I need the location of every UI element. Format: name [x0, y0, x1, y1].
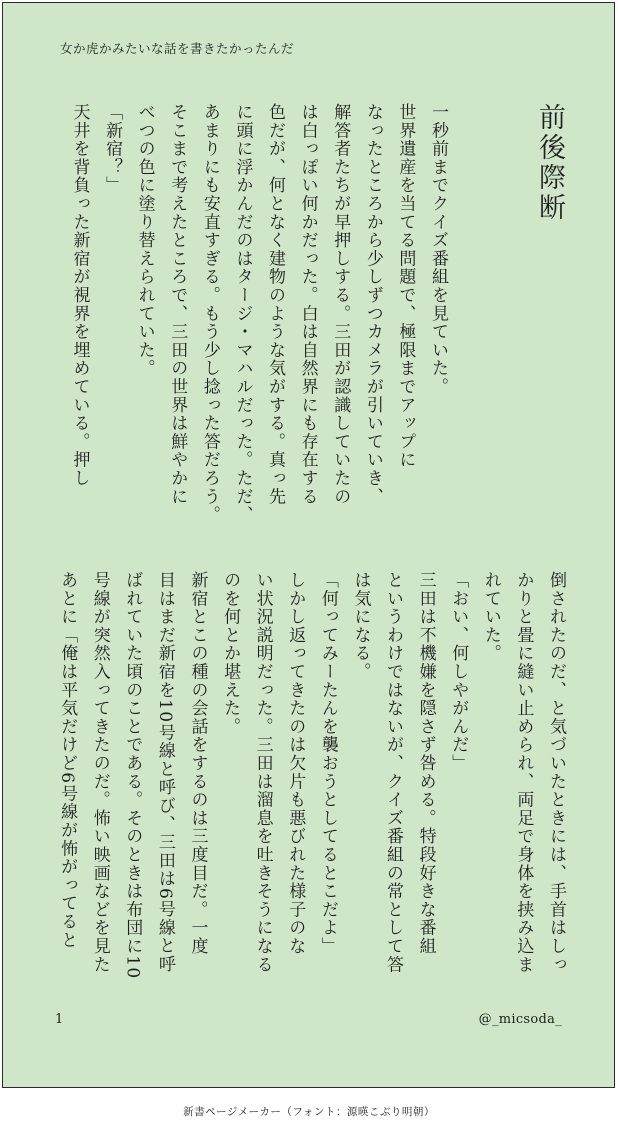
text-line: 一秒前までクイズ番組を見ていた。: [428, 103, 448, 396]
text-line: そこまで考えたところで、三田の世界は鮮やかに: [167, 103, 188, 506]
text-line: は白っぽい何かだった。白は自然界にも存在する: [297, 103, 318, 506]
text-line: 「新宿？」: [102, 103, 123, 195]
text-line: れていた。: [480, 571, 501, 663]
story-title: 前後際断: [534, 103, 565, 223]
text-line: に頭に浮かんだのはタージ・マハルだった。ただ、: [232, 103, 253, 524]
lower-text-column: [55, 571, 572, 991]
text-line: 三田は不機嫌を隠さず咎める。特段好きな番組: [415, 571, 436, 956]
manuscript-page: [2, 2, 615, 1088]
text-line: 世界遺産を当てる問題で、極限までアップに: [395, 103, 416, 469]
text-line: 解答者たちが早押しする。三田が認識していたの: [330, 103, 351, 506]
text-line: 「おい、何しやがんだ」: [448, 571, 469, 773]
text-line: べつの色に塗り替えられていた。: [134, 103, 155, 378]
text-line: は気になる。: [350, 571, 371, 681]
text-line: というわけではないが、クイズ番組の常として答: [383, 571, 404, 974]
text-line: 倒されたのだ、と気づいたときには、手首はしっ: [546, 571, 566, 974]
upper-text-column: [55, 103, 454, 533]
text-line: 「何ってみーたんを襲おうとしてるとこだよ」: [317, 571, 338, 956]
text-line: 号線が突然入ってきたのだ。怖い映画などを見た: [89, 571, 110, 974]
author-handle: @_micsoda_: [478, 1012, 562, 1027]
page-number: 1: [55, 1012, 64, 1027]
text-line: い状況説明だった。三田は溜息を吐きそうになる: [252, 571, 273, 974]
text-line: あとに「俺は平気だけど6号線が怖がってると: [57, 571, 78, 950]
text-line: なったところから少しずつカメラが引いていき、: [362, 103, 383, 506]
text-line: あまりにも安直すぎる。もう少し捻った答だろう。: [199, 103, 220, 524]
text-line: のを何とか堪えた。: [220, 571, 241, 736]
text-line: 新宿とこの種の会話をするのは三度目だ。一度: [187, 571, 208, 956]
upper-text-block: [55, 103, 454, 533]
text-line: 目はまだ新宿を10号線と呼び、三田は6号線と呼: [154, 571, 175, 974]
text-line: 天井を背負った新宿が視界を埋めている。押し: [69, 103, 90, 488]
text-line: ばれていた頃のことである。そのときは布団に10: [122, 571, 143, 980]
text-line: かりと畳に縫い止められ、両足で身体を挟み込ま: [513, 571, 534, 974]
footer-credit: 新書ページメーカー（フォント：源暎こぶり明朝）: [183, 1106, 435, 1118]
text-line: 色だが、何となく建物のような気がする。真っ先: [265, 103, 286, 506]
text-line: しかし返ってきたのは欠片も悪びれた様子のな: [285, 571, 306, 956]
lower-text-block: [55, 571, 572, 991]
running-head: 女か虎かみたいな話を書きたかったんだ: [60, 41, 295, 56]
